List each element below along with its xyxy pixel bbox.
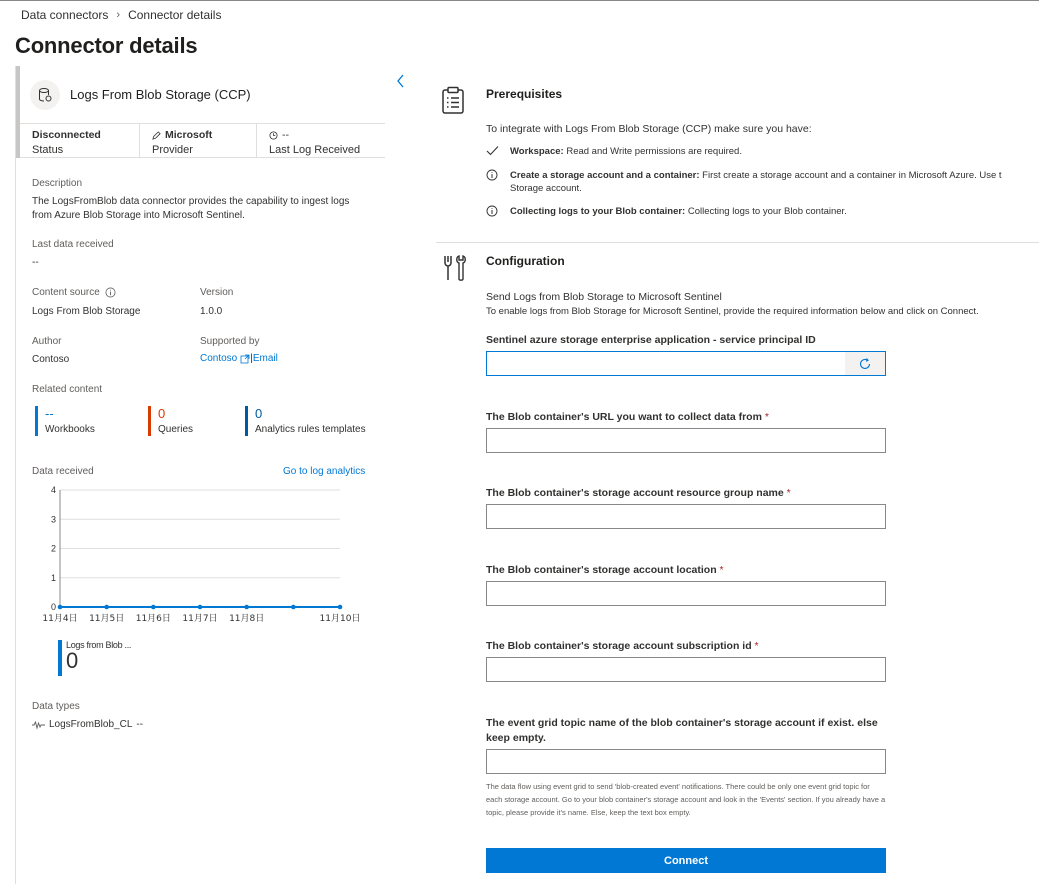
data-type-name: LogsFromBlob_CL [49,719,133,730]
connector-summary [16,66,385,158]
collapse-panel-icon[interactable] [396,74,405,91]
queries-count: 0 [158,406,166,421]
last-data-label: Last data received [32,239,114,250]
subscription-id-input[interactable] [486,657,886,682]
x-tick-label: 11月8日 [229,614,265,624]
prerequisite-storage-account [486,169,1039,195]
refresh-button[interactable] [845,352,885,375]
prerequisite-collecting-logs [486,205,847,219]
x-tick-label: 11月5日 [89,614,125,624]
last-data-value: -- [32,257,39,268]
supported-by-separator: | [250,353,253,364]
go-to-log-analytics-link[interactable]: Go to log analytics [283,466,366,477]
supported-by-label: Supported by [200,336,260,347]
related-analytics-rules[interactable] [245,406,366,436]
supported-by-link[interactable]: Contoso [200,353,238,364]
prerequisite-bold: Workspace: [510,146,564,157]
check-icon [486,145,504,158]
service-principal-id-input[interactable] [486,351,886,376]
legend-series-value: 0 [66,648,79,673]
prerequisite-bold: Create a storage account and a container: [510,170,700,181]
content-source-label-row [32,287,116,298]
signal-icon [32,721,45,729]
required-marker: * [764,411,769,423]
workbooks-label: Workbooks [45,424,95,435]
field-label-subscription-id: The Blob container's storage account subscription id * [486,640,759,652]
y-tick-label: 3 [50,514,56,525]
field-label-resource-group: The Blob container's storage account resource group name * [486,487,791,499]
breadcrumb-connector-details[interactable]: Connector details [128,8,222,22]
prerequisites-intro: To integrate with Logs From Blob Storage (CCP) make sure you have: [486,123,812,135]
last-log-label: Last Log Received [269,144,361,156]
required-marker: * [719,564,724,576]
info-icon [486,205,504,219]
y-tick-label: 4 [50,485,56,495]
last-log-stat [257,124,385,157]
connector-header [20,66,385,124]
field-label-event-grid-topic: The event grid topic name of the blob container's storage account if exist. else keep empty. [486,717,878,744]
analytics-rules-label: Analytics rules templates [255,424,366,435]
required-marker: * [786,487,791,499]
prerequisite-text: Collecting logs to your Blob container. [685,206,847,217]
queries-label: Queries [158,424,194,435]
connect-button[interactable]: Connect [486,848,886,873]
status-value: Disconnected [32,129,101,141]
data-types-label: Data types [32,701,80,712]
x-tick-label: 11月10日 [319,614,361,624]
prerequisite-text: First create a storage account and a container in Microsoft Azure. Use t [699,170,1002,181]
blob-url-input[interactable] [486,428,886,453]
provider-stat [140,124,257,157]
prerequisite-workspace [486,145,742,158]
clipboard-list-icon [441,86,465,117]
resource-group-input[interactable] [486,504,886,529]
data-type-row [32,719,143,730]
analytics-rules-count: 0 [255,406,263,421]
prerequisite-text: Read and Write permissions are required. [563,146,742,157]
version-label: Version [200,287,234,298]
data-point [151,605,156,610]
data-point [104,605,109,610]
chevron-right-icon: › [116,9,121,21]
prerequisites-title: Prerequisites [486,87,563,101]
related-queries[interactable] [148,406,193,436]
related-content-label: Related content [32,384,103,395]
y-tick-label: 2 [50,543,56,554]
configuration-title: Configuration [486,254,565,268]
prerequisite-text-cont: Storage account. [510,183,582,194]
field-label-location: The Blob container's storage account location * [486,564,724,576]
chart-legend [58,640,131,676]
tools-icon [441,254,467,285]
provider-value: Microsoft [165,129,213,141]
workbooks-count: -- [45,406,54,421]
field-label-blob-url: The Blob container's URL you want to collect data from * [486,411,769,423]
author-label: Author [32,336,62,347]
data-point [244,605,249,610]
info-icon [486,169,504,183]
clock-icon [269,131,278,140]
supported-by-row [200,353,278,364]
status-stat [20,124,140,157]
x-tick-label: 11月6日 [135,614,171,624]
x-tick-label: 11月7日 [182,614,218,624]
data-type-value: -- [136,719,144,730]
info-icon[interactable] [105,287,116,298]
location-input[interactable] [486,581,886,606]
data-received-chart [30,482,361,627]
page-title: Connector details [15,33,198,58]
prerequisite-bold: Collecting logs to your Blob container: [510,206,686,217]
y-tick-label: 0 [50,602,56,612]
breadcrumb-data-connectors[interactable]: Data connectors [21,8,109,22]
content-source-value: Logs From Blob Storage [32,306,141,317]
required-marker: * [754,640,759,652]
description-text: The LogsFromBlob data connector provides the capability to ingest logs from Azure Blob Storage into Microsoft Sentinel. [32,196,350,221]
external-link-icon [240,354,250,364]
data-point [291,605,296,610]
data-point [58,605,63,610]
event-grid-help-text: The data flow using event grid to send 'blob-created event' notifications. There could be only one event grid topic for each storage account. Go to your blob container's storage account and look in the 'Events' section. If you already have a topic, please provide it's name. Else, keep the text box empty. [486,782,886,817]
breadcrumb [21,8,221,22]
data-point [338,605,343,610]
data-received-label: Data received [32,466,94,477]
legend-series-name: Logs from Blob ... [66,640,132,650]
data-point [198,605,203,610]
configuration-subtitle: Send Logs from Blob Storage to Microsoft Sentinel [486,291,722,303]
configuration-description: To enable logs from Blob Storage for Microsoft Sentinel, provide the required information below and click on Connect. [486,306,979,317]
related-workbooks[interactable] [35,406,95,436]
status-label: Status [32,144,64,156]
description-label: Description [32,178,83,189]
x-tick-label: 11月4日 [42,614,78,624]
event-grid-topic-input[interactable] [486,749,886,774]
refresh-icon [858,357,872,371]
top-border [0,0,1039,1]
connector-name: Logs From Blob Storage (CCP) [70,87,251,102]
version-value: 1.0.0 [200,306,223,317]
pencil-icon [152,131,161,140]
last-log-value: -- [282,129,289,141]
y-tick-label: 1 [50,572,56,583]
section-divider [436,242,1039,243]
supported-by-email[interactable]: Email [252,353,278,364]
connector-stats [20,124,385,158]
content-source-label: Content source [32,287,100,298]
blob-storage-icon [30,80,60,110]
provider-label: Provider [152,144,193,156]
field-label-service-principal-id: Sentinel azure storage enterprise application - service principal ID [486,334,816,346]
author-value: Contoso [32,354,70,365]
